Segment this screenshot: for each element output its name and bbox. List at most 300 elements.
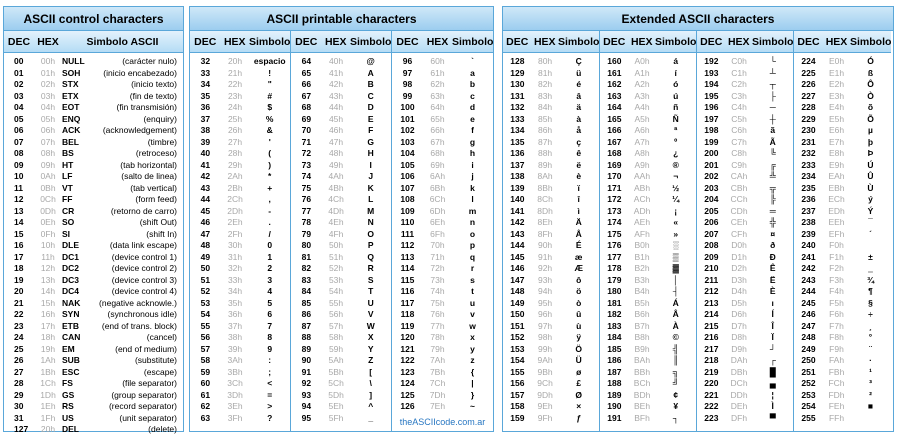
- hex-cell: A1h: [634, 67, 650, 78]
- dec-cell: 217: [704, 343, 719, 354]
- symbol-cell: ý: [868, 194, 873, 204]
- printable-rows: [392, 53, 493, 413]
- table-row: [291, 229, 391, 241]
- dec-cell: 86: [301, 309, 312, 319]
- hex-cell: 9Ch: [537, 378, 553, 388]
- symbol-cell: 0: [267, 240, 273, 250]
- dec-cell: 170: [607, 171, 622, 181]
- hex-cell: 74h: [430, 286, 445, 296]
- table-row: [503, 206, 599, 218]
- hex-cell: 18h: [40, 332, 56, 342]
- symbol-cell: e: [470, 113, 475, 124]
- hex-cell: 2Dh: [227, 205, 243, 216]
- dec-cell: 249: [801, 343, 816, 354]
- hex-cell: 9Dh: [537, 389, 553, 400]
- dec-cell: 27: [14, 366, 24, 377]
- hex-cell: B0h: [634, 240, 650, 250]
- dec-cell: 124: [400, 378, 415, 388]
- symbol-cell: æ: [574, 251, 583, 262]
- table-row: [600, 148, 696, 160]
- table-row: [190, 91, 290, 103]
- extended-rows: [794, 53, 891, 424]
- table-row: [392, 309, 493, 321]
- hex-cell: EEh: [828, 217, 845, 227]
- symbol-cell: |: [471, 378, 474, 388]
- hex-cell: 63h: [430, 90, 445, 101]
- table-row: [190, 332, 290, 344]
- header-dec: DEC: [506, 36, 529, 48]
- hex-cell: E4h: [828, 102, 845, 112]
- hex-cell: 3Fh: [227, 412, 243, 423]
- hex-cell: B3h: [634, 274, 650, 285]
- table-row: [4, 252, 183, 264]
- dec-cell: 60: [200, 378, 211, 388]
- table-row: [291, 160, 391, 172]
- hex-cell: 84h: [537, 102, 553, 112]
- dec-cell: 06: [14, 125, 24, 135]
- header-symbol: Simbolo: [850, 36, 892, 48]
- table-row: [4, 148, 183, 160]
- dec-cell: 146: [510, 263, 525, 273]
- symbol-cell: ~: [470, 401, 475, 411]
- hex-cell: 50h: [328, 240, 344, 250]
- symbol-cell: Þ: [867, 148, 874, 158]
- table-row: [392, 344, 493, 356]
- symbol-cell: US: [62, 412, 74, 423]
- hex-cell: CFh: [731, 228, 748, 239]
- hex-cell: 75h: [430, 297, 445, 308]
- hex-cell: 6Eh: [429, 217, 446, 227]
- table-row: [4, 160, 183, 172]
- dec-cell: 28: [14, 378, 24, 388]
- table-row: [190, 413, 290, 425]
- symbol-cell: B: [367, 79, 374, 89]
- printable-header: [291, 31, 391, 53]
- table-row: [392, 390, 493, 402]
- symbol-cell: Ñ: [672, 113, 679, 124]
- hex-cell: FCh: [828, 378, 845, 388]
- dec-cell: 212: [704, 286, 719, 296]
- table-row: [697, 148, 793, 160]
- description-cell: (device control 1): [111, 251, 177, 262]
- symbol-cell: ÿ: [576, 332, 582, 342]
- table-row: [794, 68, 891, 80]
- dec-cell: 100: [400, 102, 415, 112]
- dec-cell: 196: [704, 102, 719, 112]
- table-row: [291, 137, 391, 149]
- dec-cell: 214: [704, 309, 719, 319]
- dec-cell: 120: [400, 332, 415, 342]
- dec-cell: 109: [400, 205, 415, 216]
- dec-cell: 23: [14, 320, 24, 331]
- symbol-cell: í: [674, 67, 677, 78]
- description-cell: (inicio texto): [131, 79, 177, 89]
- table-row: [697, 401, 793, 413]
- dec-cell: 134: [510, 125, 525, 135]
- table-row: [291, 56, 391, 68]
- hex-cell: 62h: [430, 79, 445, 89]
- hex-cell: 46h: [328, 125, 344, 135]
- description-cell: (retorno de carro): [110, 205, 177, 216]
- table-row: [190, 240, 290, 252]
- hex-cell: D7h: [731, 320, 747, 331]
- header-dec: DEC: [603, 36, 626, 48]
- hex-cell: F9h: [829, 343, 844, 354]
- dec-cell: 04: [14, 102, 24, 112]
- description-cell: (delete): [148, 424, 177, 434]
- dec-cell: 184: [607, 332, 622, 342]
- hex-cell: 0Fh: [40, 228, 56, 239]
- hex-cell: 24h: [227, 102, 243, 112]
- hex-cell: 9Fh: [537, 412, 553, 423]
- symbol-cell: Ä: [575, 217, 582, 227]
- header-dec: DEC: [194, 36, 217, 48]
- table-row: [190, 114, 290, 126]
- symbol-cell: ▓: [672, 263, 679, 273]
- extended-group: [794, 31, 891, 431]
- dec-cell: 226: [801, 79, 816, 89]
- dec-cell: 118: [400, 309, 415, 319]
- description-cell: (file separator): [122, 378, 177, 388]
- table-row: [600, 56, 696, 68]
- hex-cell: 96h: [537, 309, 553, 319]
- hex-cell: 4Dh: [328, 205, 344, 216]
- table-row: [503, 160, 599, 172]
- symbol-cell: Ã: [769, 136, 776, 147]
- hex-cell: E7h: [828, 136, 845, 147]
- symbol-cell: A: [367, 67, 374, 78]
- symbol-cell: ƒ: [576, 412, 582, 423]
- description-cell: (form feed): [135, 194, 177, 204]
- table-row: [190, 171, 290, 183]
- dec-cell: 45: [200, 205, 211, 216]
- hex-cell: AFh: [634, 228, 650, 239]
- symbol-cell: FS: [62, 378, 73, 388]
- printable-rows: [190, 53, 290, 424]
- dec-cell: 107: [400, 182, 415, 193]
- hex-cell: ECh: [828, 194, 845, 204]
- dec-cell: 99: [402, 90, 413, 101]
- hex-cell: CBh: [730, 182, 748, 193]
- dec-cell: 104: [400, 148, 415, 158]
- table-row: [4, 286, 183, 298]
- hex-cell: 49h: [328, 159, 344, 170]
- hex-cell: 68h: [430, 148, 445, 158]
- table-row: [794, 263, 891, 275]
- dec-cell: 02: [14, 79, 24, 89]
- table-row: [291, 401, 391, 413]
- symbol-cell: 8: [267, 332, 273, 342]
- hex-cell: 64h: [430, 102, 445, 112]
- symbol-cell: ÷: [868, 309, 873, 319]
- hex-cell: 99h: [537, 343, 553, 354]
- symbol-cell: m: [468, 205, 477, 216]
- symbol-cell: n: [469, 217, 476, 227]
- table-row: [503, 91, 599, 103]
- hex-cell: 88h: [537, 148, 553, 158]
- table-row: [4, 114, 183, 126]
- table-row: [190, 309, 290, 321]
- dec-cell: 67: [301, 90, 312, 101]
- hex-cell: 41h: [328, 67, 344, 78]
- hex-cell: F2h: [829, 263, 844, 273]
- symbol-cell: X: [367, 332, 374, 342]
- table-row: [291, 240, 391, 252]
- dec-cell: 57: [200, 343, 211, 354]
- symbol-cell: Ù: [867, 182, 874, 193]
- hex-cell: 40h: [328, 56, 344, 66]
- dec-cell: 152: [510, 332, 525, 342]
- table-row: [4, 229, 183, 241]
- dec-cell: 191: [607, 412, 622, 423]
- dec-cell: 07: [14, 136, 24, 147]
- table-row: [697, 286, 793, 298]
- description-cell: (carácter nulo): [122, 56, 177, 66]
- description-cell: (group separator): [111, 389, 177, 400]
- hex-cell: 9Bh: [537, 366, 553, 377]
- hex-cell: B6h: [634, 309, 650, 319]
- hex-cell: 73h: [430, 274, 445, 285]
- hex-cell: 03h: [40, 90, 56, 101]
- dec-cell: 96: [402, 56, 413, 66]
- symbol-cell: $: [267, 102, 273, 112]
- symbol-cell: 5: [267, 297, 273, 308]
- dec-cell: 143: [510, 228, 525, 239]
- dec-cell: 243: [801, 274, 816, 285]
- dec-cell: 232: [801, 148, 816, 158]
- symbol-cell: Æ: [574, 263, 583, 273]
- table-row: [190, 252, 290, 264]
- symbol-cell: ': [268, 136, 271, 147]
- symbol-cell: ¥: [673, 401, 679, 411]
- table-row: [392, 171, 493, 183]
- dec-cell: 203: [704, 182, 719, 193]
- symbol-cell: º: [674, 136, 678, 147]
- hex-cell: 36h: [227, 309, 243, 319]
- symbol-cell: á: [673, 56, 679, 66]
- dec-cell: 01: [14, 67, 24, 78]
- symbol-cell: ì: [577, 205, 580, 216]
- symbol-cell: ‗: [868, 263, 873, 273]
- hex-cell: 77h: [430, 320, 445, 331]
- header-hex: HEX: [727, 36, 750, 48]
- hex-cell: F8h: [829, 332, 844, 342]
- table-row: [794, 355, 891, 367]
- table-row: [4, 206, 183, 218]
- table-row: [697, 298, 793, 310]
- table-row: [392, 275, 493, 287]
- symbol-cell: Ô: [867, 79, 874, 89]
- hex-cell: 23h: [227, 90, 243, 101]
- table-row: [392, 298, 493, 310]
- symbol-cell: Y: [367, 343, 374, 354]
- dec-cell: 252: [801, 378, 816, 388]
- symbol-cell: ENQ: [62, 113, 81, 124]
- hex-cell: 5Ch: [328, 378, 344, 388]
- dec-cell: 116: [400, 286, 415, 296]
- dec-cell: 97: [402, 67, 413, 78]
- hex-cell: 95h: [537, 297, 553, 308]
- symbol-cell: è: [576, 171, 582, 181]
- hex-cell: D2h: [731, 263, 747, 273]
- table-row: [600, 194, 696, 206]
- description-cell: (shift Out): [139, 217, 177, 227]
- table-row: [190, 275, 290, 287]
- dec-cell: 248: [801, 332, 816, 342]
- printable-header: [392, 31, 493, 53]
- dec-cell: 40: [200, 148, 211, 158]
- dec-cell: 114: [400, 263, 415, 273]
- symbol-cell: (: [268, 148, 272, 158]
- dec-cell: 207: [704, 228, 719, 239]
- extended-rows: [600, 53, 696, 424]
- hex-cell: 79h: [430, 343, 445, 354]
- table-row: [392, 321, 493, 333]
- symbol-cell: [850, 240, 891, 252]
- dec-cell: 125: [400, 389, 415, 400]
- symbol-cell: ╚: [769, 148, 776, 158]
- hex-cell: 08h: [40, 148, 56, 158]
- dec-cell: 89: [301, 343, 312, 354]
- printable-body: [190, 31, 493, 431]
- symbol-cell: ¬: [673, 171, 679, 181]
- symbol-cell: EOT: [62, 102, 80, 112]
- dec-cell: 168: [607, 148, 622, 158]
- symbol-cell: 1: [267, 251, 273, 262]
- hex-cell: 8Ah: [537, 171, 553, 181]
- hex-cell: 90h: [537, 240, 553, 250]
- table-row: [794, 321, 891, 333]
- table-row: [600, 275, 696, 287]
- dec-cell: 211: [704, 274, 719, 285]
- header-symbol: Simbolo: [655, 36, 697, 48]
- table-row: [794, 367, 891, 379]
- description-cell: (retroceso): [135, 148, 177, 158]
- dec-cell: 26: [14, 355, 24, 365]
- hex-cell: B1h: [634, 251, 650, 262]
- table-row: [190, 79, 290, 91]
- symbol-cell: ç: [576, 136, 582, 147]
- symbol-cell: #: [267, 90, 273, 101]
- dec-cell: 13: [14, 205, 24, 216]
- table-row: [291, 321, 391, 333]
- table-row: [291, 102, 391, 114]
- symbol-cell: k: [470, 182, 475, 193]
- symbol-cell: z: [470, 355, 475, 365]
- table-row: [503, 114, 599, 126]
- hex-cell: 8Eh: [537, 217, 553, 227]
- table-row: [291, 68, 391, 80]
- symbol-cell: K: [367, 182, 374, 193]
- symbol-cell: ı: [771, 297, 774, 308]
- symbol-cell: ─: [769, 102, 776, 112]
- table-row: [794, 160, 891, 172]
- control-header: [4, 31, 183, 53]
- hex-cell: 54h: [328, 286, 344, 296]
- table-row: [392, 56, 493, 68]
- dec-cell: 85: [301, 297, 312, 308]
- table-row: [697, 332, 793, 344]
- hex-cell: 34h: [227, 286, 243, 296]
- hex-cell: 70h: [430, 240, 445, 250]
- symbol-cell: ¹: [869, 366, 872, 377]
- hex-cell: 55h: [328, 297, 344, 308]
- dec-cell: 209: [704, 251, 719, 262]
- dec-cell: 213: [704, 297, 719, 308]
- hex-cell: BAh: [634, 355, 651, 365]
- symbol-cell: F: [368, 125, 374, 135]
- table-row: [503, 252, 599, 264]
- symbol-cell: ├: [769, 90, 776, 101]
- symbol-cell: Î: [771, 320, 774, 331]
- dec-cell: 220: [704, 378, 719, 388]
- dec-cell: 81: [301, 251, 312, 262]
- hex-cell: 48h: [328, 148, 344, 158]
- symbol-cell: ]: [369, 389, 373, 400]
- symbol-cell: ¶: [868, 286, 873, 296]
- table-row: [392, 286, 493, 298]
- symbol-cell: 4: [267, 286, 273, 296]
- header-hex: HEX: [533, 36, 556, 48]
- hex-cell: 82h: [537, 79, 553, 89]
- hex-cell: A3h: [634, 90, 650, 101]
- table-row: [291, 206, 391, 218]
- header-dec: DEC: [396, 36, 419, 48]
- hex-cell: DBh: [730, 366, 748, 377]
- dec-cell: 41: [200, 159, 211, 170]
- table-row: [190, 355, 290, 367]
- dec-cell: 225: [801, 67, 816, 78]
- table-row: [190, 160, 290, 172]
- table-row: [794, 344, 891, 356]
- symbol-cell: ┌: [769, 355, 776, 365]
- header-dec: DEC: [295, 36, 318, 48]
- hex-cell: 0Ah: [40, 171, 56, 181]
- table-row: [392, 91, 493, 103]
- dec-cell: 147: [510, 274, 525, 285]
- dec-cell: 113: [400, 251, 415, 262]
- symbol-cell: ACK: [62, 125, 81, 135]
- table-row: [190, 206, 290, 218]
- table-row: [4, 367, 183, 379]
- hex-cell: C3h: [731, 90, 747, 101]
- symbol-cell: ╬: [769, 217, 776, 227]
- dec-cell: 21: [14, 297, 24, 308]
- dec-cell: 31: [14, 412, 24, 423]
- hex-cell: D6h: [731, 309, 747, 319]
- dec-cell: 197: [704, 113, 719, 124]
- dec-cell: 240: [801, 240, 816, 250]
- control-rows: [4, 53, 183, 436]
- hex-cell: 81h: [537, 67, 553, 78]
- dec-cell: 56: [200, 332, 211, 342]
- header-symbol: Simbolo: [249, 36, 291, 48]
- dec-cell: 132: [510, 102, 525, 112]
- hex-cell: 2Fh: [227, 228, 243, 239]
- dec-cell: 90: [301, 355, 312, 365]
- description-cell: (device control 3): [111, 274, 177, 285]
- dec-cell: 64: [301, 56, 312, 66]
- hex-cell: 5Bh: [328, 366, 344, 377]
- hex-cell: 87h: [537, 136, 553, 147]
- dec-cell: 98: [402, 79, 413, 89]
- symbol-cell: DC1: [62, 251, 80, 262]
- hex-cell: BFh: [634, 412, 650, 423]
- table-row: [4, 390, 183, 402]
- symbol-cell: ð: [770, 240, 776, 250]
- table-row: [503, 401, 599, 413]
- hex-cell: 06h: [40, 125, 56, 135]
